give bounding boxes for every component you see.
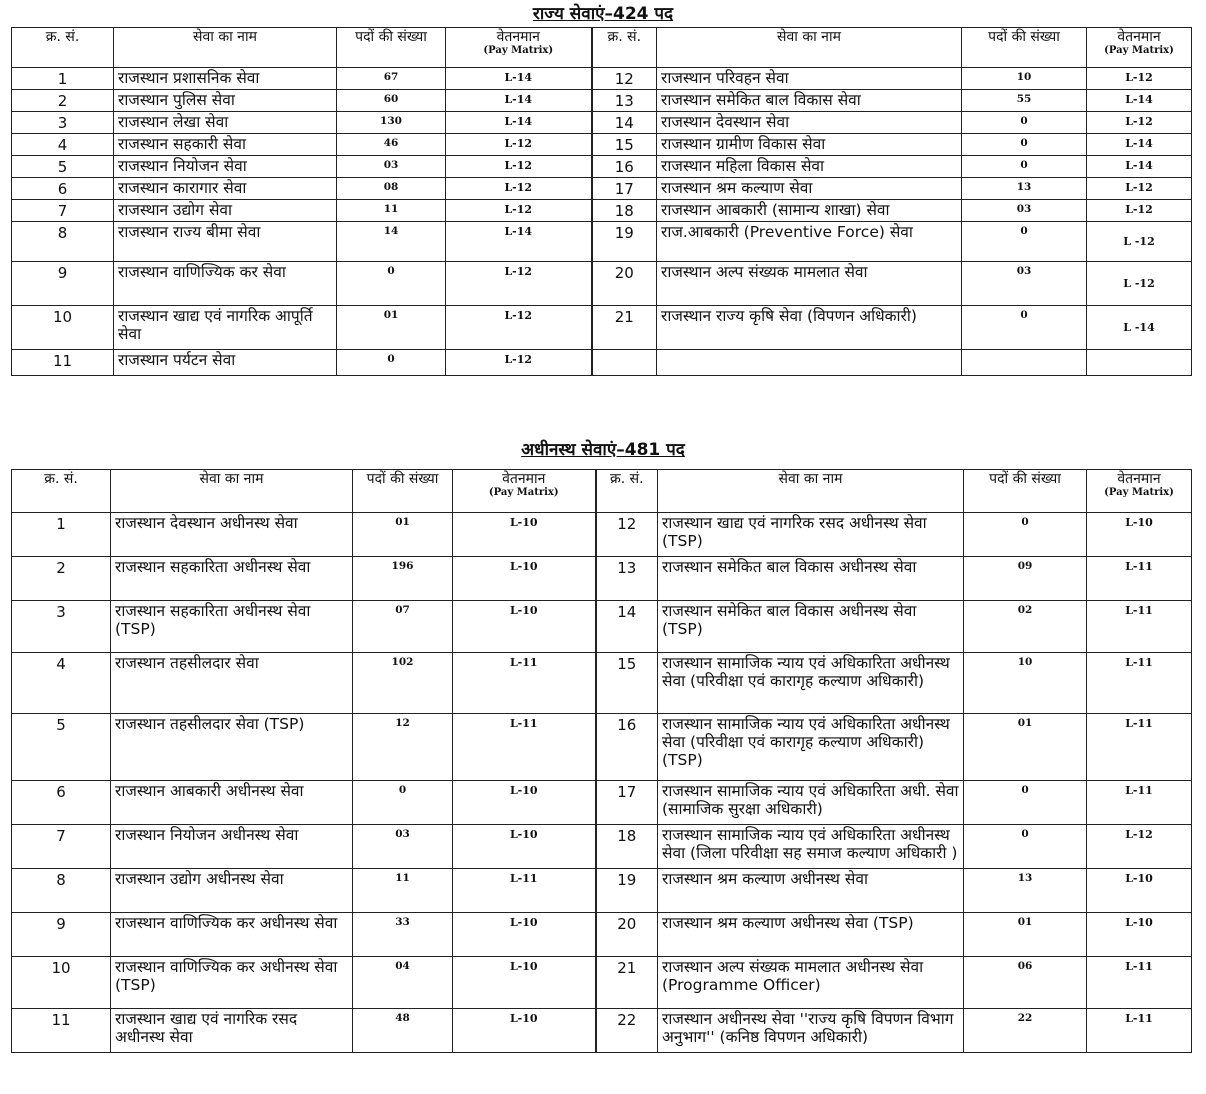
header-posts: पदों की संख्या [353, 470, 453, 513]
pay-matrix-cell: L-11 [453, 869, 596, 913]
pay-matrix-cell: L-10 [1087, 513, 1192, 557]
service-name-cell: राजस्थान श्रम कल्याण अधीनस्थ सेवा (TSP) [658, 913, 964, 957]
serial-cell: 21 [596, 957, 658, 1009]
serial-cell: 2 [12, 90, 114, 112]
table-row [12, 913, 1192, 957]
header-posts: पदों की संख्या [964, 470, 1087, 513]
posts-count-cell: 10 [964, 653, 1087, 714]
pay-matrix-cell: L-10 [453, 513, 596, 557]
table-row [12, 601, 1192, 653]
table-row [12, 112, 1192, 134]
serial-cell: 8 [12, 222, 114, 262]
service-name-cell: राजस्थान नियोजन अधीनस्थ सेवा [111, 825, 353, 869]
service-name-cell: राजस्थान अल्प संख्यक मामलात सेवा [657, 262, 962, 306]
pay-matrix-cell: L-10 [453, 957, 596, 1009]
pay-matrix-cell: L-11 [453, 714, 596, 781]
serial-cell: 12 [596, 513, 658, 557]
serial-cell: 14 [592, 112, 657, 134]
posts-count-cell: 33 [353, 913, 453, 957]
service-name-cell: राजस्थान आबकारी अधीनस्थ सेवा [111, 781, 353, 825]
posts-count-cell: 0 [964, 781, 1087, 825]
pay-matrix-cell: L-14 [1087, 90, 1192, 112]
service-name-cell: राजस्थान देवस्थान अधीनस्थ सेवा [111, 513, 353, 557]
posts-count-cell: 12 [353, 714, 453, 781]
posts-count-cell: 0 [964, 513, 1087, 557]
serial-cell: 22 [596, 1009, 658, 1053]
posts-count-cell: 01 [964, 714, 1087, 781]
pay-matrix-cell: L -12 [1087, 222, 1192, 262]
serial-cell: 13 [592, 90, 657, 112]
serial-cell: 13 [596, 557, 658, 601]
subordinate-services-table [11, 469, 1192, 1053]
header-name: सेवा का नाम [111, 470, 353, 513]
serial-cell: 12 [592, 68, 657, 90]
table-row [12, 68, 1192, 90]
cropped-footer-line [4, 1084, 494, 1094]
service-name-cell: राजस्थान खाद्य एवं नागरिक आपूर्ति सेवा [114, 306, 337, 350]
serial-cell: 10 [12, 306, 114, 350]
service-name-cell: राजस्थान वाणिज्यिक कर अधीनस्थ सेवा [111, 913, 353, 957]
posts-count-cell: 102 [353, 653, 453, 714]
table-row [12, 350, 1192, 376]
service-name-cell: राजस्थान अल्प संख्यक मामलात अधीनस्थ सेवा (Programme Officer) [658, 957, 964, 1009]
service-name-cell: राजस्थान उद्योग सेवा [114, 200, 337, 222]
serial-cell: 11 [12, 1009, 111, 1053]
serial-cell: 19 [592, 222, 657, 262]
header-pay-label: वेतनमान [502, 471, 546, 487]
service-name-cell: राजस्थान सहकारिता अधीनस्थ सेवा (TSP) [111, 601, 353, 653]
pay-matrix-cell: L-10 [453, 781, 596, 825]
pay-matrix-cell: L-11 [453, 653, 596, 714]
pay-matrix-cell: L-14 [1087, 156, 1192, 178]
pay-matrix-cell: L-12 [446, 178, 592, 200]
serial-cell: 20 [592, 262, 657, 306]
pay-matrix-cell: L-10 [453, 825, 596, 869]
posts-count-cell: 06 [964, 957, 1087, 1009]
service-name-cell: राजस्थान राज्य बीमा सेवा [114, 222, 337, 262]
posts-count-cell: 02 [964, 601, 1087, 653]
posts-count-cell: 0 [962, 112, 1087, 134]
pay-matrix-cell: L-12 [446, 262, 592, 306]
serial-cell: 16 [592, 156, 657, 178]
pay-matrix-cell: L-11 [1087, 1009, 1192, 1053]
service-name-cell: राजस्थान खाद्य एवं नागरिक रसद अधीनस्थ सेवा (TSP) [658, 513, 964, 557]
pay-matrix-cell: L-11 [1087, 781, 1192, 825]
serial-cell: 17 [596, 781, 658, 825]
service-name-cell: राजस्थान सहकारी सेवा [114, 134, 337, 156]
serial-cell: 4 [12, 653, 111, 714]
header-sn: क्र. सं. [592, 28, 657, 68]
table-row [12, 90, 1192, 112]
table-row [12, 306, 1192, 350]
service-name-cell: राजस्थान परिवहन सेवा [657, 68, 962, 90]
posts-count-cell: 01 [353, 513, 453, 557]
table-row [12, 222, 1192, 262]
header-posts: पदों की संख्या [337, 28, 446, 68]
service-name-cell: राजस्थान श्रम कल्याण सेवा [657, 178, 962, 200]
pay-matrix-cell: L-12 [446, 350, 592, 376]
header-pay-label: वेतनमान [496, 29, 540, 45]
posts-count-cell: 14 [337, 222, 446, 262]
posts-count-cell: 46 [337, 134, 446, 156]
header-pay-label: वेतनमान [1117, 471, 1161, 487]
service-name-cell: राजस्थान देवस्थान सेवा [657, 112, 962, 134]
posts-count-cell: 07 [353, 601, 453, 653]
pay-matrix-cell [1087, 350, 1192, 376]
table-row [12, 653, 1192, 714]
header-pay [453, 470, 596, 513]
table-header-row [12, 470, 1192, 513]
pay-matrix-cell: L -12 [1087, 262, 1192, 306]
table-row [12, 156, 1192, 178]
serial-cell: 21 [592, 306, 657, 350]
table-row [12, 825, 1192, 869]
serial-cell: 3 [12, 601, 111, 653]
posts-count-cell: 03 [353, 825, 453, 869]
pay-matrix-cell: L-14 [446, 68, 592, 90]
subordinate-services-title: अधीनस्थ सेवाएं–481 पद [521, 440, 685, 460]
service-name-cell: राजस्थान आबकारी (सामान्य शाखा) सेवा [657, 200, 962, 222]
posts-count-cell: 03 [962, 262, 1087, 306]
pay-matrix-cell: L-10 [453, 601, 596, 653]
service-name-cell: राजस्थान सामाजिक न्याय एवं अधिकारिता अधीनस्थ सेवा (जिला परिवीक्षा सह समाज कल्याण अधिकारी ) [658, 825, 964, 869]
pay-matrix-cell: L-11 [1087, 714, 1192, 781]
state-services-table [11, 27, 1192, 376]
pay-matrix-cell: L-12 [1087, 68, 1192, 90]
pay-matrix-cell: L-14 [446, 222, 592, 262]
serial-cell: 8 [12, 869, 111, 913]
pay-matrix-cell: L-12 [1087, 112, 1192, 134]
serial-cell: 3 [12, 112, 114, 134]
table-row [12, 262, 1192, 306]
service-name-cell: राजस्थान उद्योग अधीनस्थ सेवा [111, 869, 353, 913]
header-pay-sub: (Pay Matrix) [488, 487, 559, 498]
pay-matrix-cell: L-12 [1087, 825, 1192, 869]
pay-matrix-cell: L-12 [446, 134, 592, 156]
posts-count-cell: 60 [337, 90, 446, 112]
serial-cell: 18 [596, 825, 658, 869]
header-posts: पदों की संख्या [962, 28, 1087, 68]
posts-count-cell: 03 [337, 156, 446, 178]
posts-count-cell [962, 350, 1087, 376]
table-row [12, 178, 1192, 200]
posts-count-cell: 01 [337, 306, 446, 350]
posts-count-cell: 11 [353, 869, 453, 913]
header-pay [1087, 28, 1192, 68]
service-name-cell: राजस्थान श्रम कल्याण अधीनस्थ सेवा [658, 869, 964, 913]
serial-cell: 19 [596, 869, 658, 913]
serial-cell: 7 [12, 200, 114, 222]
service-name-cell: राजस्थान सामाजिक न्याय एवं अधिकारिता अधीनस्थ सेवा (परिवीक्षा एवं कारागृह कल्याण अधिकारी) (TSP) [658, 714, 964, 781]
serial-cell: 20 [596, 913, 658, 957]
service-name-cell: राजस्थान सामाजिक न्याय एवं अधिकारिता अधी. सेवा (सामाजिक सुरक्षा अधिकारी) [658, 781, 964, 825]
pay-matrix-cell: L-11 [1087, 601, 1192, 653]
pay-matrix-cell: L-12 [1087, 200, 1192, 222]
posts-count-cell: 130 [337, 112, 446, 134]
serial-cell: 5 [12, 156, 114, 178]
posts-count-cell: 55 [962, 90, 1087, 112]
state-services-title: राज्य सेवाएं–424 पद [532, 4, 674, 24]
service-name-cell: राजस्थान समेकित बाल विकास अधीनस्थ सेवा (TSP) [658, 601, 964, 653]
serial-cell: 18 [592, 200, 657, 222]
pay-matrix-cell: L-12 [446, 200, 592, 222]
header-sn: क्र. सं. [596, 470, 658, 513]
serial-cell: 10 [12, 957, 111, 1009]
table-row [12, 714, 1192, 781]
posts-count-cell: 22 [964, 1009, 1087, 1053]
posts-count-cell: 0 [337, 350, 446, 376]
service-name-cell: राजस्थान समेकित बाल विकास सेवा [657, 90, 962, 112]
posts-count-cell: 0 [962, 156, 1087, 178]
service-name-cell: राजस्थान तहसीलदार सेवा (TSP) [111, 714, 353, 781]
table-row [12, 200, 1192, 222]
serial-cell: 11 [12, 350, 114, 376]
header-name: सेवा का नाम [114, 28, 337, 68]
header-pay-sub: (Pay Matrix) [1104, 45, 1174, 56]
serial-cell: 2 [12, 557, 111, 601]
table-row [12, 781, 1192, 825]
posts-count-cell: 48 [353, 1009, 453, 1053]
header-name: सेवा का नाम [658, 470, 964, 513]
posts-count-cell: 67 [337, 68, 446, 90]
service-name-cell: राजस्थान नियोजन सेवा [114, 156, 337, 178]
pay-matrix-cell: L-10 [453, 913, 596, 957]
posts-count-cell: 0 [353, 781, 453, 825]
header-pay-sub: (Pay Matrix) [1104, 487, 1174, 498]
service-name-cell [657, 350, 962, 376]
posts-count-cell: 0 [962, 222, 1087, 262]
pay-matrix-cell: L-11 [1087, 957, 1192, 1009]
serial-cell: 5 [12, 714, 111, 781]
posts-count-cell: 10 [962, 68, 1087, 90]
posts-count-cell: 196 [353, 557, 453, 601]
service-name-cell: राजस्थान प्रशासनिक सेवा [114, 68, 337, 90]
service-name-cell: राजस्थान वाणिज्यिक कर अधीनस्थ सेवा (TSP) [111, 957, 353, 1009]
serial-cell [592, 350, 657, 376]
header-pay [1087, 470, 1192, 513]
header-pay-sub: (Pay Matrix) [483, 45, 554, 56]
posts-count-cell: 0 [962, 134, 1087, 156]
service-name-cell: राजस्थान समेकित बाल विकास अधीनस्थ सेवा [658, 557, 964, 601]
posts-count-cell: 08 [337, 178, 446, 200]
posts-count-cell: 13 [962, 178, 1087, 200]
service-name-cell: राजस्थान कारागार सेवा [114, 178, 337, 200]
serial-cell: 7 [12, 825, 111, 869]
serial-cell: 16 [596, 714, 658, 781]
serial-cell: 9 [12, 262, 114, 306]
posts-count-cell: 13 [964, 869, 1087, 913]
header-name: सेवा का नाम [657, 28, 962, 68]
serial-cell: 17 [592, 178, 657, 200]
pay-matrix-cell: L-14 [1087, 134, 1192, 156]
serial-cell: 1 [12, 513, 111, 557]
serial-cell: 6 [12, 178, 114, 200]
service-name-cell: राजस्थान पर्यटन सेवा [114, 350, 337, 376]
posts-count-cell: 01 [964, 913, 1087, 957]
serial-cell: 15 [592, 134, 657, 156]
header-sn: क्र. सं. [12, 28, 114, 68]
table-row [12, 957, 1192, 1009]
service-name-cell: राजस्थान सामाजिक न्याय एवं अधिकारिता अधीनस्थ सेवा (परिवीक्षा एवं कारागृह कल्याण अधिकारी) [658, 653, 964, 714]
header-sn: क्र. सं. [12, 470, 111, 513]
pay-matrix-cell: L-12 [1087, 178, 1192, 200]
service-name-cell: राजस्थान महिला विकास सेवा [657, 156, 962, 178]
pay-matrix-cell: L-10 [1087, 869, 1192, 913]
serial-cell: 6 [12, 781, 111, 825]
header-pay-label: वेतनमान [1117, 29, 1161, 45]
service-name-cell: राजस्थान सहकारिता अधीनस्थ सेवा [111, 557, 353, 601]
pay-matrix-cell: L-14 [446, 112, 592, 134]
pay-matrix-cell: L-12 [446, 156, 592, 178]
serial-cell: 4 [12, 134, 114, 156]
service-name-cell: राजस्थान खाद्य एवं नागरिक रसद अधीनस्थ सेवा [111, 1009, 353, 1053]
posts-count-cell: 11 [337, 200, 446, 222]
serial-cell: 14 [596, 601, 658, 653]
header-pay [446, 28, 592, 68]
pay-matrix-cell: L-11 [1087, 557, 1192, 601]
table-header-row [12, 28, 1192, 68]
service-name-cell: राजस्थान राज्य कृषि सेवा (विपणन अधिकारी) [657, 306, 962, 350]
posts-count-cell: 03 [962, 200, 1087, 222]
pay-matrix-cell: L-12 [446, 306, 592, 350]
service-name-cell: राजस्थान वाणिज्यिक कर सेवा [114, 262, 337, 306]
serial-cell: 15 [596, 653, 658, 714]
service-name-cell: राजस्थान पुलिस सेवा [114, 90, 337, 112]
table-row [12, 1009, 1192, 1053]
serial-cell: 9 [12, 913, 111, 957]
service-name-cell: राज.आबकारी (Preventive Force) सेवा [657, 222, 962, 262]
posts-count-cell: 0 [962, 306, 1087, 350]
posts-count-cell: 04 [353, 957, 453, 1009]
serial-cell: 1 [12, 68, 114, 90]
pay-matrix-cell: L -14 [1087, 306, 1192, 350]
pay-matrix-cell: L-14 [446, 90, 592, 112]
service-name-cell: राजस्थान ग्रामीण विकास सेवा [657, 134, 962, 156]
pay-matrix-cell: L-10 [1087, 913, 1192, 957]
posts-count-cell: 0 [337, 262, 446, 306]
table-row [12, 557, 1192, 601]
posts-count-cell: 09 [964, 557, 1087, 601]
service-name-cell: राजस्थान तहसीलदार सेवा [111, 653, 353, 714]
table-row [12, 513, 1192, 557]
posts-count-cell: 0 [964, 825, 1087, 869]
pay-matrix-cell: L-10 [453, 557, 596, 601]
service-name-cell: राजस्थान अधीनस्थ सेवा ''राज्य कृषि विपणन विभाग अनुभाग'' (कनिष्ठ विपणन अधिकारी) [658, 1009, 964, 1053]
table-row [12, 869, 1192, 913]
table-row [12, 134, 1192, 156]
pay-matrix-cell: L-10 [453, 1009, 596, 1053]
service-name-cell: राजस्थान लेखा सेवा [114, 112, 337, 134]
pay-matrix-cell: L-11 [1087, 653, 1192, 714]
